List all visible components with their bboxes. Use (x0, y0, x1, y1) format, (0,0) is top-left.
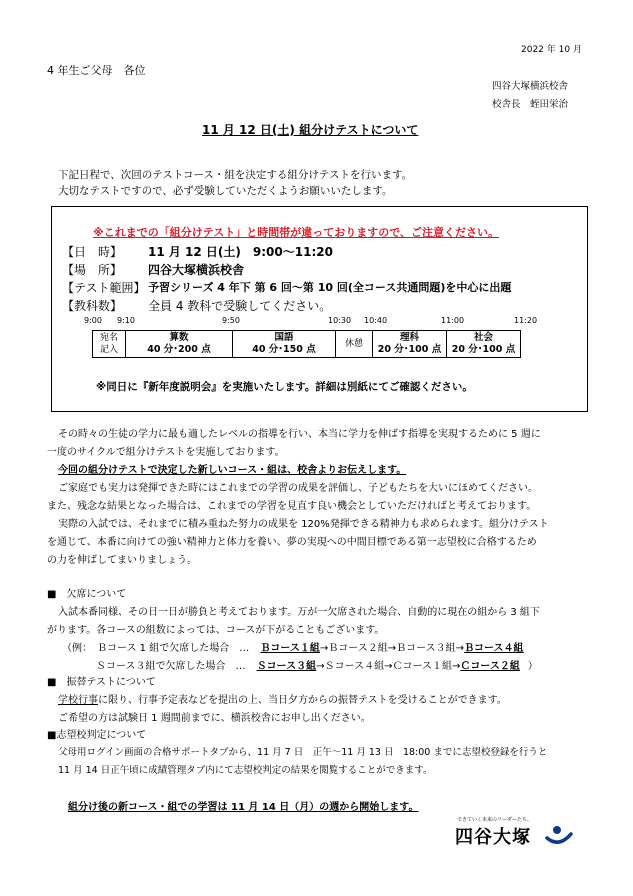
shibo-line-2: 11 月 14 日正午頃に成績管理タブ内にて志望校判定の結果を閲覧することができます。 (58, 765, 433, 776)
time-1030: 10:30 (328, 316, 352, 325)
absence-heading: ■ 欠席について (47, 589, 127, 600)
absence-line-1: 入試本番同様、その日一日が勝負と考えております。万が一欠席された場合、自動的に現在の組から 3 組下 (58, 607, 540, 618)
para1-line-1: その時々の生徒の学力に最も適したレベルの指導を行い、本当に学力を伸ばす指導を実現するために 5 週に (58, 429, 541, 440)
rika-name: 理科 (399, 332, 419, 343)
break-cell: 休憩 (336, 331, 373, 358)
kokugo-name: 国語 (274, 332, 294, 343)
logo-name: 四谷大塚 (455, 827, 531, 848)
shibo-line-1: 父母用ログイン画面の合格サポートタブから、11 月 7 日 正午～11 月 13 日 18:00 までに志望校登録を行うと (58, 747, 548, 758)
kokugo-cell (233, 331, 336, 358)
date-value: 11 月 12 日(土) 9:00～11:20 (148, 245, 333, 259)
example-1-label: （例： Ｂコース 1 組で欠席した場合 … (62, 643, 250, 654)
subjects-label: 【教科数】 (62, 299, 123, 313)
makeup-line-2: ご希望の方は試験日 1 週間前までに、横浜校舎にお申し出ください。 (58, 713, 371, 724)
briefing-note: ※同日に『新年度説明会』を実施いたします。詳細は別紙にてご確認ください。 (96, 381, 473, 393)
sansu-cell (126, 331, 233, 358)
shakai-name: 社会 (473, 332, 493, 343)
makeup-heading: ■ 振替テストについて (47, 677, 156, 688)
makeup-line-1-rest: に限り、行事予定表などを提出の上、当日夕方からの振替テストを受けることができます。 (98, 695, 507, 706)
time-1120: 11:20 (514, 316, 538, 325)
example-2-to: Ｃコース２組 (460, 661, 520, 672)
range-label: 【テスト範囲】 (62, 281, 146, 295)
para2-line-3: 実際の入試では、それまでに積み重ねた努力の成果を 120%発揮できる精神力も求められます。組分けテスト (58, 519, 549, 530)
time-1040: 10:40 (364, 316, 388, 325)
example-2 (96, 657, 538, 672)
warning-text: ※これまでの「組分けテスト」と時間帯が違っておりますので、ご注意ください。 (93, 226, 500, 239)
place-value: 四谷大塚横浜校舎 (148, 263, 245, 277)
rika-cell (373, 331, 447, 358)
date-label: 【日 時】 (62, 245, 123, 259)
sansu-detail: 40 分･200 点 (147, 344, 211, 355)
example-1-to: Ｂコース４組 (464, 643, 524, 654)
intro-line-2: 大切なテストですので、必ず受験していただくようお願いいたします。 (58, 185, 393, 197)
subjects-value: 全員 4 教科で受験してください。 (148, 299, 332, 313)
makeup-line-1 (58, 691, 507, 706)
principal-name: 校舎長 蛭田栄治 (492, 99, 569, 110)
example-2-mid: →Ｓコース４組→Ｃコース１組→ (316, 661, 461, 672)
example-2-label: Ｓコース３組で欠席した場合 … (96, 661, 246, 672)
example-1 (62, 639, 524, 654)
time-0950: 9:50 (222, 316, 240, 325)
example-2-end: ） (527, 661, 538, 672)
para2-line-2: また、残念な結果となった場合は、これまでの学習を見直す良い機会としていただければと考えております。 (47, 501, 537, 512)
example-2-from: Ｓコース３組 (256, 661, 317, 672)
absence-line-2: がります。各コースの組数によっては、コースが下がることもございます。 (47, 625, 385, 636)
example-1-mid: →Ｂコース２組→Ｂコース３組→ (319, 643, 465, 654)
kokugo-detail: 40 分･150 点 (252, 344, 316, 355)
announce-text: 今回の組分けテストで決定した新しいコース・組は、校舎よりお伝えします。 (58, 465, 407, 476)
logo-tagline: できていく未来のリーダーたち。 (457, 817, 533, 823)
sansu-name: 算数 (169, 332, 189, 343)
makeup-school-event: 学校行事 (58, 695, 98, 706)
para2-line-4: を通じて、本番に向けての強い精神力と体力を養い、夢の実現への中間目標である第一志望校に合格するため (47, 537, 537, 548)
shibo-heading: ■志望校判定について (47, 730, 147, 741)
closing-text: 組分け後の新コース・組での学習は 11 月 14 日（月）の週から開始します。 (68, 802, 419, 813)
place-label: 【場 所】 (62, 263, 123, 277)
shakai-detail: 20 分･100 点 (451, 344, 516, 355)
page-title: 11 月 12 日(土) 組分けテストについて (202, 123, 419, 137)
logo-mark-icon (545, 822, 573, 846)
date-text: 2022 年 10 月 (521, 45, 582, 55)
shakai-cell (447, 331, 521, 358)
time-1100: 11:00 (441, 316, 465, 325)
intro-line-1: 下記日程で、次回のテストコース・組を決定する組分けテストを行います。 (58, 169, 413, 181)
example-1-from: Ｂコース１組 (260, 643, 320, 654)
range-value: 予習シリーズ 4 年下 第 6 回～第 10 回(全コース共通問題)を中心に出題 (148, 281, 512, 294)
entry-cell: 宛名 記入 (93, 331, 126, 358)
school-name: 四谷大塚横浜校舎 (492, 81, 569, 92)
para2-line-5: の力を伸ばしてまいりましょう。 (47, 555, 197, 566)
schedule-table (92, 330, 521, 358)
time-0900: 9:00 (84, 316, 102, 325)
time-0910: 9:10 (117, 316, 135, 325)
para1-line-2: 一度のサイクルで組分けテストを実施しております。 (47, 447, 285, 458)
rika-detail: 20 分･100 点 (377, 344, 442, 355)
recipient-text: 4 年生ご父母 各位 (47, 64, 146, 77)
para2-line-1: ご家庭でも実力は発揮できた時にはこれまでの学習の成果を評価し、子どもたちを大いにほめてください。 (58, 483, 538, 494)
